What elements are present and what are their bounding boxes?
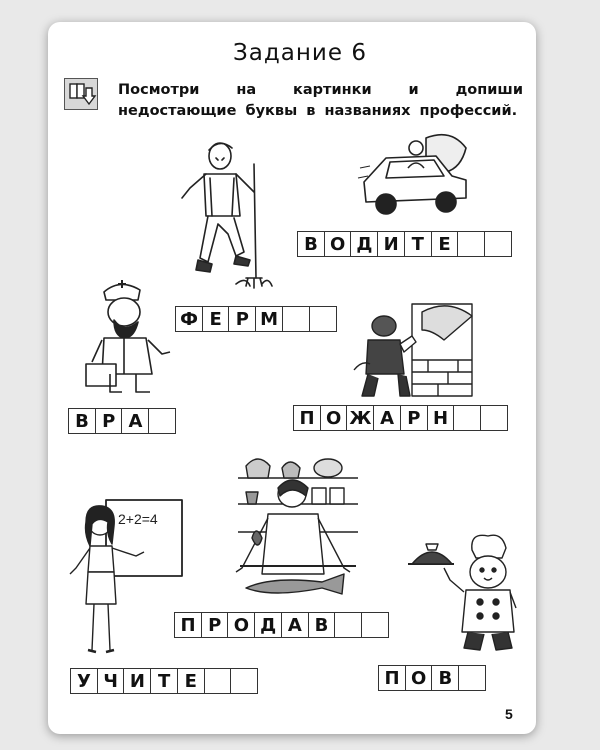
- word-seller: [174, 612, 389, 638]
- board-text: 2+2=4: [118, 511, 158, 527]
- letter-cell: Н: [427, 405, 455, 431]
- seller-illustration: [232, 448, 362, 616]
- letter-cell: В: [68, 408, 96, 434]
- teacher-illustration: [62, 494, 186, 658]
- letter-blank[interactable]: [148, 408, 176, 434]
- letter-cell: Р: [400, 405, 428, 431]
- letter-cell: О: [324, 231, 352, 257]
- letter-cell: А: [121, 408, 149, 434]
- page-number: 5: [505, 706, 513, 722]
- word-doctor: [68, 408, 176, 434]
- letter-cell: Р: [201, 612, 229, 638]
- letter-cell: И: [123, 668, 151, 694]
- letter-cell: П: [378, 665, 406, 691]
- letter-cell: Е: [202, 306, 230, 332]
- word-firefighter: [293, 405, 508, 431]
- letter-blank[interactable]: [480, 405, 508, 431]
- word-farmer: [175, 306, 337, 332]
- letter-cell: Е: [431, 231, 459, 257]
- write-task-icon: [64, 78, 98, 110]
- doctor-illustration: [80, 278, 180, 400]
- letter-blank[interactable]: [457, 231, 485, 257]
- letter-cell: В: [297, 231, 325, 257]
- letter-cell: О: [227, 612, 255, 638]
- letter-blank[interactable]: [361, 612, 389, 638]
- letter-cell: Ф: [175, 306, 203, 332]
- farmer-illustration: [176, 138, 276, 290]
- letter-cell: И: [377, 231, 405, 257]
- letter-blank[interactable]: [453, 405, 481, 431]
- letter-blank[interactable]: [309, 306, 337, 332]
- word-cook: [378, 665, 486, 691]
- letter-cell: Р: [95, 408, 123, 434]
- driver-illustration: [356, 128, 476, 218]
- letter-cell: А: [281, 612, 309, 638]
- letter-blank[interactable]: [204, 668, 232, 694]
- letter-blank[interactable]: [458, 665, 486, 691]
- word-driver: [297, 231, 512, 257]
- firefighter-illustration: [348, 300, 478, 400]
- letter-blank[interactable]: [282, 306, 310, 332]
- letter-cell: О: [405, 665, 433, 691]
- letter-cell: Ч: [97, 668, 125, 694]
- letter-cell: Е: [177, 668, 205, 694]
- letter-cell: М: [255, 306, 283, 332]
- letter-blank[interactable]: [484, 231, 512, 257]
- letter-cell: О: [320, 405, 348, 431]
- cook-illustration: [404, 528, 520, 660]
- letter-cell: Т: [150, 668, 178, 694]
- letter-cell: У: [70, 668, 98, 694]
- letter-cell: В: [431, 665, 459, 691]
- word-teacher: [70, 668, 258, 694]
- letter-cell: Д: [254, 612, 282, 638]
- task-instruction: Посмотри на картинки и допиши недостающие буквы в названиях профессий.: [118, 82, 523, 119]
- letter-blank[interactable]: [334, 612, 362, 638]
- task-title: Задание 6: [233, 40, 367, 66]
- letter-cell: П: [174, 612, 202, 638]
- letter-cell: Ж: [346, 405, 374, 431]
- letter-cell: Т: [404, 231, 432, 257]
- letter-cell: Р: [228, 306, 256, 332]
- letter-blank[interactable]: [230, 668, 258, 694]
- letter-cell: П: [293, 405, 321, 431]
- letter-cell: В: [308, 612, 336, 638]
- letter-cell: А: [373, 405, 401, 431]
- letter-cell: Д: [350, 231, 378, 257]
